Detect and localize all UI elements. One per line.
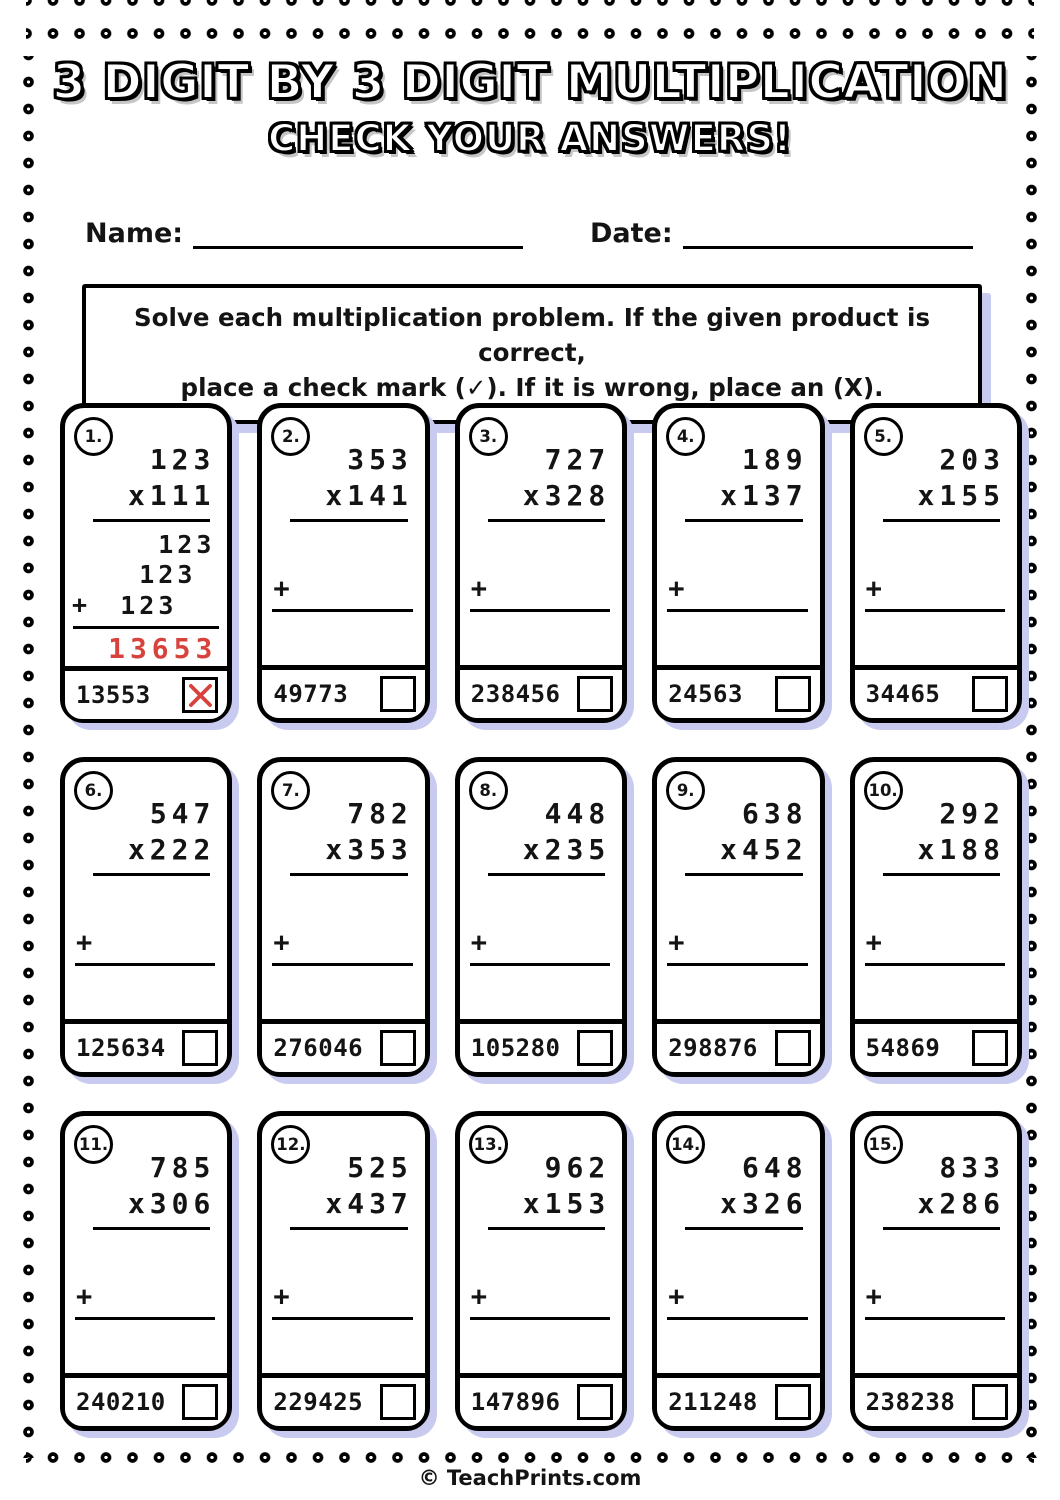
multiplicand: 785 bbox=[149, 1151, 216, 1184]
problem-number-badge: 7. bbox=[271, 771, 310, 810]
plus-sign: + bbox=[668, 573, 685, 604]
problem-card bbox=[850, 1111, 1022, 1431]
work-area[interactable] bbox=[460, 522, 622, 665]
footer-credit: © TeachPrints.com bbox=[418, 1466, 642, 1490]
given-product: 49773 bbox=[273, 680, 349, 708]
answer-strip bbox=[855, 665, 1017, 718]
worked-sum-line bbox=[73, 626, 219, 629]
multiplier: x188 bbox=[917, 832, 1005, 866]
multiplier: x306 bbox=[127, 1186, 216, 1220]
plus-sign: + bbox=[470, 1281, 488, 1312]
problem-card bbox=[60, 757, 232, 1077]
multiplier: x235 bbox=[522, 832, 611, 866]
date-label: Date: bbox=[590, 218, 673, 249]
plus-sign: + bbox=[76, 1281, 93, 1312]
page-border-dots-right bbox=[1025, 56, 1038, 1458]
answer-strip bbox=[262, 1019, 424, 1072]
problem-number-badge: 4. bbox=[666, 417, 705, 456]
work-area[interactable] bbox=[855, 1230, 1017, 1373]
page-title: 3 DIGIT BY 3 DIGIT MULTIPLICATION bbox=[52, 55, 1008, 110]
multiplier: x437 bbox=[325, 1186, 413, 1220]
sum-line bbox=[865, 927, 1005, 966]
problem-number-badge: 13. bbox=[469, 1125, 508, 1164]
problem-card bbox=[455, 757, 627, 1077]
plus-sign: + bbox=[865, 927, 882, 958]
work-area[interactable] bbox=[460, 1230, 622, 1373]
problem-underline bbox=[93, 519, 210, 522]
problem-number-badge: 11. bbox=[74, 1125, 113, 1164]
answer-checkbox[interactable] bbox=[775, 676, 811, 712]
name-input-line[interactable] bbox=[193, 220, 523, 249]
answer-strip bbox=[855, 1019, 1017, 1072]
given-product: 229425 bbox=[273, 1388, 364, 1416]
problem-number-badge: 15. bbox=[864, 1125, 903, 1164]
plus-sign: + bbox=[273, 573, 290, 604]
multiplicand: 782 bbox=[347, 797, 413, 830]
given-product: 125634 bbox=[76, 1034, 166, 1062]
partial-product: + 123 bbox=[72, 589, 178, 620]
instructions-line-2: place a check mark (✓). If it is wrong, place an (X). bbox=[180, 372, 884, 402]
multiplicand: 525 bbox=[347, 1151, 413, 1184]
given-product: 238238 bbox=[865, 1388, 956, 1416]
date-input-line[interactable] bbox=[683, 220, 973, 249]
answer-checkbox[interactable] bbox=[380, 1030, 416, 1066]
page-border-dots-left bbox=[22, 56, 35, 1458]
given-product: 211248 bbox=[668, 1388, 758, 1416]
answer-checkbox[interactable] bbox=[972, 1030, 1008, 1066]
given-product: 240210 bbox=[76, 1388, 166, 1416]
given-product: 24563 bbox=[668, 680, 743, 708]
plus-sign: + bbox=[273, 927, 290, 958]
answer-checkbox[interactable] bbox=[182, 1030, 218, 1066]
problems-grid bbox=[60, 403, 1022, 1431]
page-border-dots-top bbox=[26, 27, 1034, 40]
multiplier: x111 bbox=[127, 478, 216, 512]
multiplicand: 638 bbox=[742, 797, 808, 830]
answer-checkbox[interactable] bbox=[182, 677, 218, 713]
answer-strip bbox=[657, 665, 819, 718]
plus-sign: + bbox=[668, 927, 685, 958]
plus-sign: + bbox=[76, 927, 93, 958]
sum-line bbox=[470, 573, 610, 612]
answer-checkbox[interactable] bbox=[577, 1030, 613, 1066]
answer-checkbox[interactable] bbox=[182, 1384, 218, 1420]
sum-line bbox=[75, 927, 215, 966]
work-area[interactable] bbox=[262, 876, 424, 1019]
answer-checkbox[interactable] bbox=[380, 676, 416, 712]
problem-card bbox=[60, 403, 232, 723]
answer-checkbox[interactable] bbox=[577, 1384, 613, 1420]
problem-number-badge: 8. bbox=[469, 771, 508, 810]
sum-line bbox=[470, 1281, 610, 1320]
plus-sign: + bbox=[470, 573, 488, 604]
partial-product: 123 bbox=[158, 529, 216, 559]
answer-checkbox[interactable] bbox=[972, 676, 1008, 712]
sum-line bbox=[865, 573, 1005, 612]
problem-number-badge: 10. bbox=[864, 771, 903, 810]
answer-strip bbox=[65, 1373, 227, 1426]
problem-number-badge: 12. bbox=[271, 1125, 310, 1164]
multiplier: x222 bbox=[127, 832, 216, 866]
work-area[interactable] bbox=[855, 522, 1017, 665]
multiplicand: 353 bbox=[347, 443, 413, 476]
answer-checkbox[interactable] bbox=[380, 1384, 416, 1420]
plus-sign: + bbox=[273, 1281, 290, 1312]
multiplier: x452 bbox=[720, 832, 808, 866]
work-area[interactable] bbox=[262, 1230, 424, 1373]
sum-line bbox=[667, 927, 807, 966]
plus-sign: + bbox=[865, 573, 882, 604]
multiplier: x353 bbox=[325, 832, 413, 866]
multiplier: x328 bbox=[522, 478, 611, 512]
given-product: 238456 bbox=[470, 680, 561, 708]
x-mark-icon bbox=[187, 682, 214, 709]
answer-strip bbox=[657, 1019, 819, 1072]
multiplier: x155 bbox=[917, 478, 1005, 512]
answer-strip bbox=[460, 665, 622, 718]
answer-strip bbox=[460, 1019, 622, 1072]
partial-product: 123 bbox=[139, 560, 197, 590]
problem-number-badge: 1. bbox=[74, 417, 113, 456]
answer-strip bbox=[657, 1373, 819, 1426]
problem-number-badge: 14. bbox=[666, 1125, 705, 1164]
sum-line bbox=[272, 927, 412, 966]
answer-strip bbox=[460, 1373, 622, 1426]
problem-number-badge: 6. bbox=[74, 771, 113, 810]
sum-line bbox=[470, 927, 610, 966]
work-area[interactable] bbox=[262, 522, 424, 665]
multiplicand: 648 bbox=[742, 1151, 808, 1184]
answer-checkbox[interactable] bbox=[775, 1030, 811, 1066]
given-product: 105280 bbox=[470, 1034, 561, 1062]
given-product: 276046 bbox=[273, 1034, 364, 1062]
problem-card bbox=[257, 1111, 429, 1431]
problem-card bbox=[60, 1111, 232, 1431]
answer-checkbox[interactable] bbox=[972, 1384, 1008, 1420]
multiplicand: 448 bbox=[544, 797, 611, 830]
sum-line bbox=[75, 1281, 215, 1320]
given-product: 13553 bbox=[76, 681, 151, 710]
given-product: 54869 bbox=[865, 1034, 941, 1062]
multiplicand: 547 bbox=[149, 797, 216, 830]
plus-sign: + bbox=[668, 1281, 685, 1312]
multiplicand: 833 bbox=[939, 1151, 1005, 1184]
instructions-line-1: Solve each multiplication problem. If the given product is correct, bbox=[133, 303, 931, 367]
given-product: 298876 bbox=[668, 1034, 758, 1062]
work-area[interactable] bbox=[657, 522, 819, 665]
worked-sum: 13653 bbox=[108, 632, 218, 666]
problem-card bbox=[652, 757, 824, 1077]
problem-card bbox=[652, 403, 824, 723]
multiplicand: 292 bbox=[939, 797, 1005, 830]
multiplier: x137 bbox=[720, 478, 808, 512]
sum-line bbox=[865, 1281, 1005, 1320]
multiplicand: 123 bbox=[149, 443, 216, 476]
work-area[interactable] bbox=[855, 876, 1017, 1019]
problem-card bbox=[455, 1111, 627, 1431]
work-area[interactable] bbox=[65, 1230, 227, 1373]
name-date-row bbox=[85, 218, 975, 249]
given-product: 34465 bbox=[865, 680, 941, 708]
answer-strip bbox=[855, 1373, 1017, 1426]
page-border-dots-bottom bbox=[26, 1451, 1034, 1464]
plus-sign: + bbox=[865, 1281, 882, 1312]
sum-line bbox=[272, 573, 412, 612]
answer-strip bbox=[65, 666, 227, 719]
problem-card bbox=[257, 403, 429, 723]
multiplicand: 727 bbox=[544, 443, 611, 476]
sum-line bbox=[667, 1281, 807, 1320]
problem-card bbox=[257, 757, 429, 1077]
work-area[interactable] bbox=[65, 876, 227, 1019]
plus-sign: + bbox=[470, 927, 488, 958]
multiplicand: 962 bbox=[544, 1151, 611, 1184]
problem-card bbox=[850, 757, 1022, 1077]
sum-line bbox=[667, 573, 807, 612]
answer-strip bbox=[262, 665, 424, 718]
multiplicand: 203 bbox=[939, 443, 1005, 476]
answer-checkbox[interactable] bbox=[775, 1384, 811, 1420]
work-area[interactable] bbox=[657, 876, 819, 1019]
multiplier: x286 bbox=[917, 1186, 1005, 1220]
problem-card bbox=[652, 1111, 824, 1431]
problem-card bbox=[850, 403, 1022, 723]
work-area[interactable] bbox=[460, 876, 622, 1019]
page-border-dots-top-partial bbox=[26, 0, 1034, 7]
page-subtitle: CHECK YOUR ANSWERS! bbox=[268, 117, 792, 160]
answer-checkbox[interactable] bbox=[577, 676, 613, 712]
problem-number-badge: 9. bbox=[666, 771, 705, 810]
answer-strip bbox=[65, 1019, 227, 1072]
multiplicand: 189 bbox=[742, 443, 808, 476]
problem-number-badge: 3. bbox=[469, 417, 508, 456]
work-area[interactable] bbox=[657, 1230, 819, 1373]
worked-solution bbox=[65, 530, 227, 667]
name-label: Name: bbox=[85, 218, 184, 249]
problem-number-badge: 5. bbox=[864, 417, 903, 456]
problem-card bbox=[455, 403, 627, 723]
sum-line bbox=[272, 1281, 412, 1320]
multiplier: x153 bbox=[522, 1186, 611, 1220]
answer-strip bbox=[262, 1373, 424, 1426]
plus-sign: + bbox=[72, 589, 92, 619]
problem-number-badge: 2. bbox=[271, 417, 310, 456]
multiplier: x326 bbox=[720, 1186, 808, 1220]
given-product: 147896 bbox=[470, 1388, 561, 1416]
multiplier: x141 bbox=[325, 478, 413, 512]
